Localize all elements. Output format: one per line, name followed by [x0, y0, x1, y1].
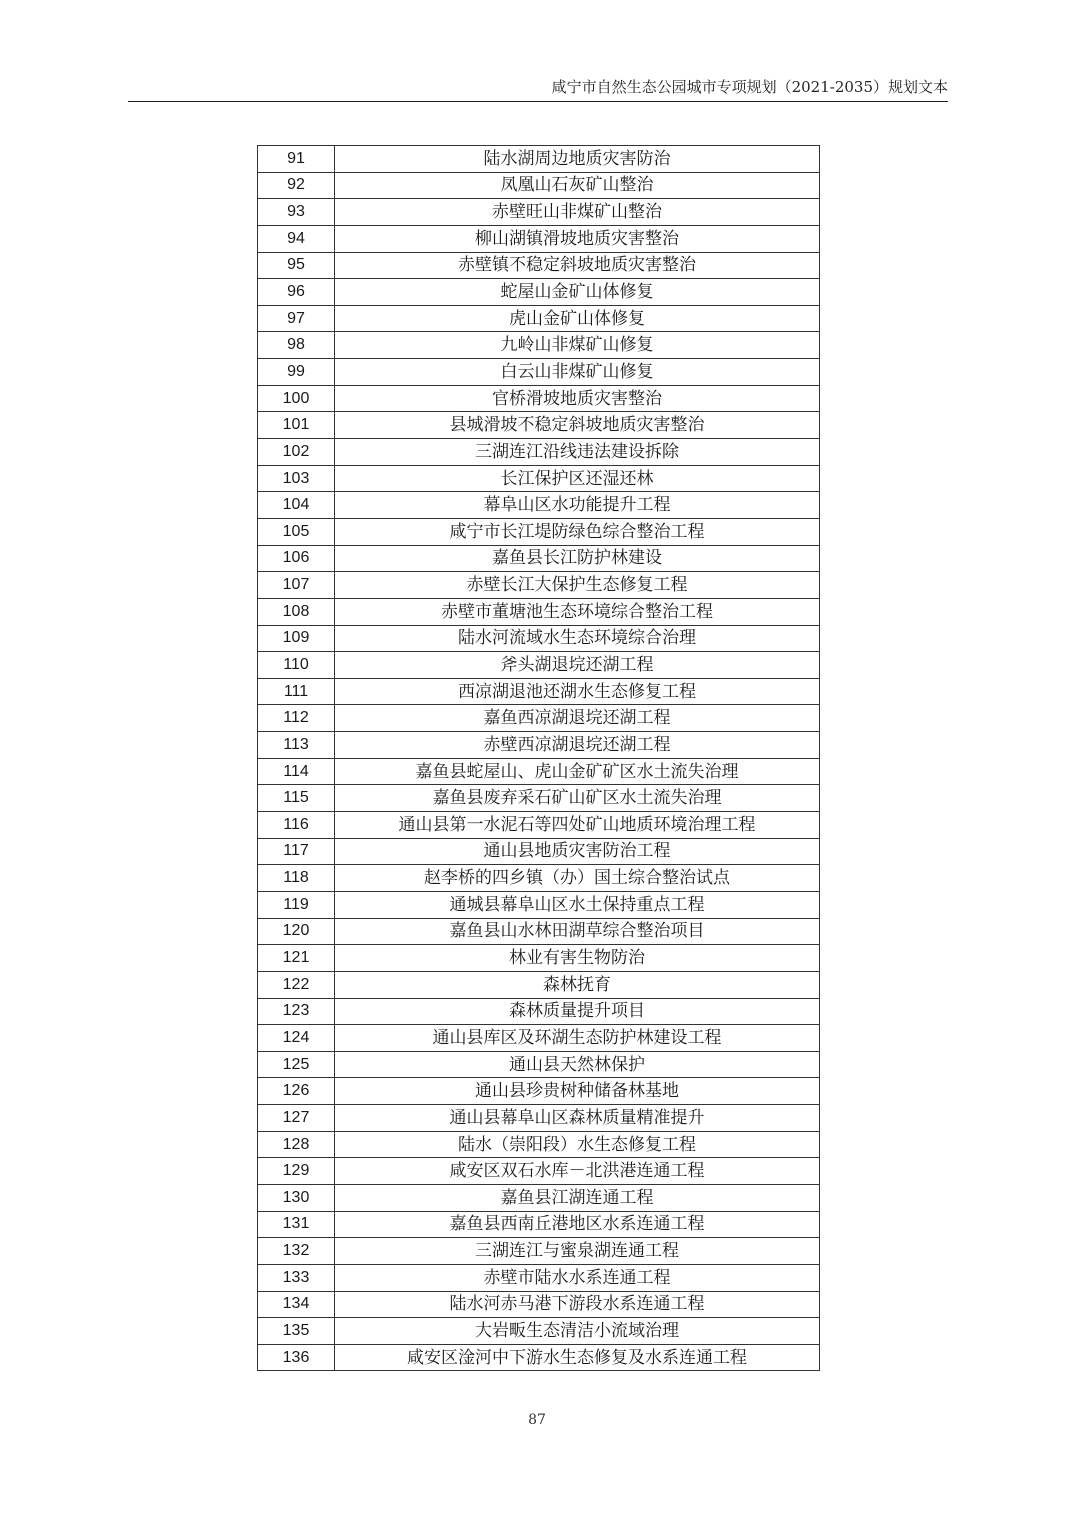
table-row: [258, 1291, 820, 1318]
project-name: 嘉鱼县江湖连通工程: [335, 1184, 820, 1211]
project-name: 白云山非煤矿山修复: [335, 359, 820, 386]
project-name: 森林质量提升项目: [335, 998, 820, 1025]
row-number: 133: [258, 1264, 335, 1291]
table-row: [258, 412, 820, 439]
project-name: 赤壁镇不稳定斜坡地质灾害整治: [335, 252, 820, 279]
table-row: [258, 1344, 820, 1371]
table-row: [258, 1131, 820, 1158]
project-name: 县城滑坡不稳定斜坡地质灾害整治: [335, 412, 820, 439]
project-name: 赤壁旺山非煤矿山整治: [335, 199, 820, 226]
row-number: 135: [258, 1318, 335, 1345]
project-name: 陆水河赤马港下游段水系连通工程: [335, 1291, 820, 1318]
project-name: 咸宁市长江堤防绿色综合整治工程: [335, 518, 820, 545]
project-name: 赤壁市董塘池生态环境综合整治工程: [335, 598, 820, 625]
table-row: [258, 359, 820, 386]
table-row: [258, 572, 820, 599]
table-row: [258, 1184, 820, 1211]
table-row: [258, 865, 820, 892]
project-name: 长江保护区还湿还林: [335, 465, 820, 492]
table-row: [258, 812, 820, 839]
row-number: 120: [258, 918, 335, 945]
table-row: [258, 1264, 820, 1291]
table-row: [258, 652, 820, 679]
project-name: 嘉鱼县废弃采石矿山矿区水土流失治理: [335, 785, 820, 812]
table-row: [258, 838, 820, 865]
row-number: 91: [258, 146, 335, 173]
row-number: 93: [258, 199, 335, 226]
table-row: [258, 439, 820, 466]
table-row: [258, 1158, 820, 1185]
row-number: 113: [258, 732, 335, 759]
row-number: 116: [258, 812, 335, 839]
row-number: 96: [258, 279, 335, 306]
row-number: 115: [258, 785, 335, 812]
project-name: 柳山湖镇滑坡地质灾害整治: [335, 225, 820, 252]
row-number: 103: [258, 465, 335, 492]
project-name: 嘉鱼县长江防护林建设: [335, 545, 820, 572]
project-name: 通山县珍贵树种储备林基地: [335, 1078, 820, 1105]
row-number: 95: [258, 252, 335, 279]
project-name: 赤壁长江大保护生态修复工程: [335, 572, 820, 599]
row-number: 106: [258, 545, 335, 572]
project-name: 咸安区双石水库－北洪港连通工程: [335, 1158, 820, 1185]
table-row: [258, 945, 820, 972]
row-number: 122: [258, 971, 335, 998]
row-number: 100: [258, 385, 335, 412]
project-name: 凤凰山石灰矿山整治: [335, 172, 820, 199]
project-name: 嘉鱼县蛇屋山、虎山金矿矿区水土流失治理: [335, 758, 820, 785]
table-row: [258, 971, 820, 998]
table-row: [258, 1025, 820, 1052]
table-row: [258, 146, 820, 173]
row-number: 105: [258, 518, 335, 545]
project-name: 赤壁市陆水水系连通工程: [335, 1264, 820, 1291]
table-row: [258, 1211, 820, 1238]
table-row: [258, 705, 820, 732]
row-number: 128: [258, 1131, 335, 1158]
project-name: 通山县天然林保护: [335, 1051, 820, 1078]
row-number: 107: [258, 572, 335, 599]
project-name: 通山县地质灾害防治工程: [335, 838, 820, 865]
row-number: 101: [258, 412, 335, 439]
row-number: 97: [258, 305, 335, 332]
table-row: [258, 199, 820, 226]
table-row: [258, 465, 820, 492]
row-number: 99: [258, 359, 335, 386]
table-row: [258, 332, 820, 359]
project-name: 咸安区淦河中下游水生态修复及水系连通工程: [335, 1344, 820, 1371]
project-name: 嘉鱼县山水林田湖草综合整治项目: [335, 918, 820, 945]
project-name: 蛇屋山金矿山体修复: [335, 279, 820, 306]
project-name: 森林抚育: [335, 971, 820, 998]
row-number: 123: [258, 998, 335, 1025]
page-number: 87: [528, 1412, 546, 1428]
row-number: 98: [258, 332, 335, 359]
project-name: 陆水河流域水生态环境综合治理: [335, 625, 820, 652]
table-row: [258, 732, 820, 759]
project-name: 赵李桥的四乡镇（办）国土综合整治试点: [335, 865, 820, 892]
row-number: 109: [258, 625, 335, 652]
project-name: 陆水湖周边地质灾害防治: [335, 146, 820, 173]
row-number: 110: [258, 652, 335, 679]
project-name: 林业有害生物防治: [335, 945, 820, 972]
project-name: 赤壁西凉湖退垸还湖工程: [335, 732, 820, 759]
project-name: 通城县幕阜山区水土保持重点工程: [335, 891, 820, 918]
row-number: 126: [258, 1078, 335, 1105]
row-number: 131: [258, 1211, 335, 1238]
table-row: [258, 252, 820, 279]
row-number: 112: [258, 705, 335, 732]
table-row: [258, 492, 820, 519]
project-name: 嘉鱼县西南丘港地区水系连通工程: [335, 1211, 820, 1238]
row-number: 102: [258, 439, 335, 466]
project-name: 陆水（崇阳段）水生态修复工程: [335, 1131, 820, 1158]
row-number: 118: [258, 865, 335, 892]
row-number: 121: [258, 945, 335, 972]
row-number: 114: [258, 758, 335, 785]
table-row: [258, 785, 820, 812]
row-number: 124: [258, 1025, 335, 1052]
document-title: 咸宁市自然生态公园城市专项规划（2021-2035）规划文本: [551, 78, 948, 96]
row-number: 111: [258, 678, 335, 705]
row-number: 117: [258, 838, 335, 865]
row-number: 136: [258, 1344, 335, 1371]
table-row: [258, 225, 820, 252]
table-row: [258, 891, 820, 918]
project-name: 通山县幕阜山区森林质量精准提升: [335, 1105, 820, 1132]
project-name: 大岩畈生态清洁小流域治理: [335, 1318, 820, 1345]
row-number: 130: [258, 1184, 335, 1211]
project-name: 嘉鱼西凉湖退垸还湖工程: [335, 705, 820, 732]
table-row: [258, 1238, 820, 1265]
table-row: [258, 385, 820, 412]
table-row: [258, 918, 820, 945]
table-row: [258, 305, 820, 332]
table-row: [258, 172, 820, 199]
row-number: 104: [258, 492, 335, 519]
table-row: [258, 598, 820, 625]
table-row: [258, 1078, 820, 1105]
table-row: [258, 545, 820, 572]
project-name: 通山县库区及环湖生态防护林建设工程: [335, 1025, 820, 1052]
row-number: 94: [258, 225, 335, 252]
project-name: 通山县第一水泥石等四处矿山地质环境治理工程: [335, 812, 820, 839]
project-name: 官桥滑坡地质灾害整治: [335, 385, 820, 412]
project-name: 三湖连江沿线违法建设拆除: [335, 439, 820, 466]
row-number: 125: [258, 1051, 335, 1078]
row-number: 92: [258, 172, 335, 199]
project-table: [257, 145, 820, 1371]
row-number: 119: [258, 891, 335, 918]
project-name: 九岭山非煤矿山修复: [335, 332, 820, 359]
table-row: [258, 678, 820, 705]
project-name: 幕阜山区水功能提升工程: [335, 492, 820, 519]
project-name: 斧头湖退垸还湖工程: [335, 652, 820, 679]
table-row: [258, 998, 820, 1025]
row-number: 108: [258, 598, 335, 625]
table-row: [258, 1051, 820, 1078]
project-name: 西凉湖退池还湖水生态修复工程: [335, 678, 820, 705]
row-number: 129: [258, 1158, 335, 1185]
table-row: [258, 1105, 820, 1132]
row-number: 127: [258, 1105, 335, 1132]
row-number: 132: [258, 1238, 335, 1265]
table-row: [258, 758, 820, 785]
table-row: [258, 1318, 820, 1345]
project-name: 虎山金矿山体修复: [335, 305, 820, 332]
table-row: [258, 518, 820, 545]
row-number: 134: [258, 1291, 335, 1318]
table-row: [258, 625, 820, 652]
page-header: [128, 76, 948, 102]
project-name: 三湖连江与蜜泉湖连通工程: [335, 1238, 820, 1265]
table-row: [258, 279, 820, 306]
project-table-body: [258, 146, 820, 1371]
